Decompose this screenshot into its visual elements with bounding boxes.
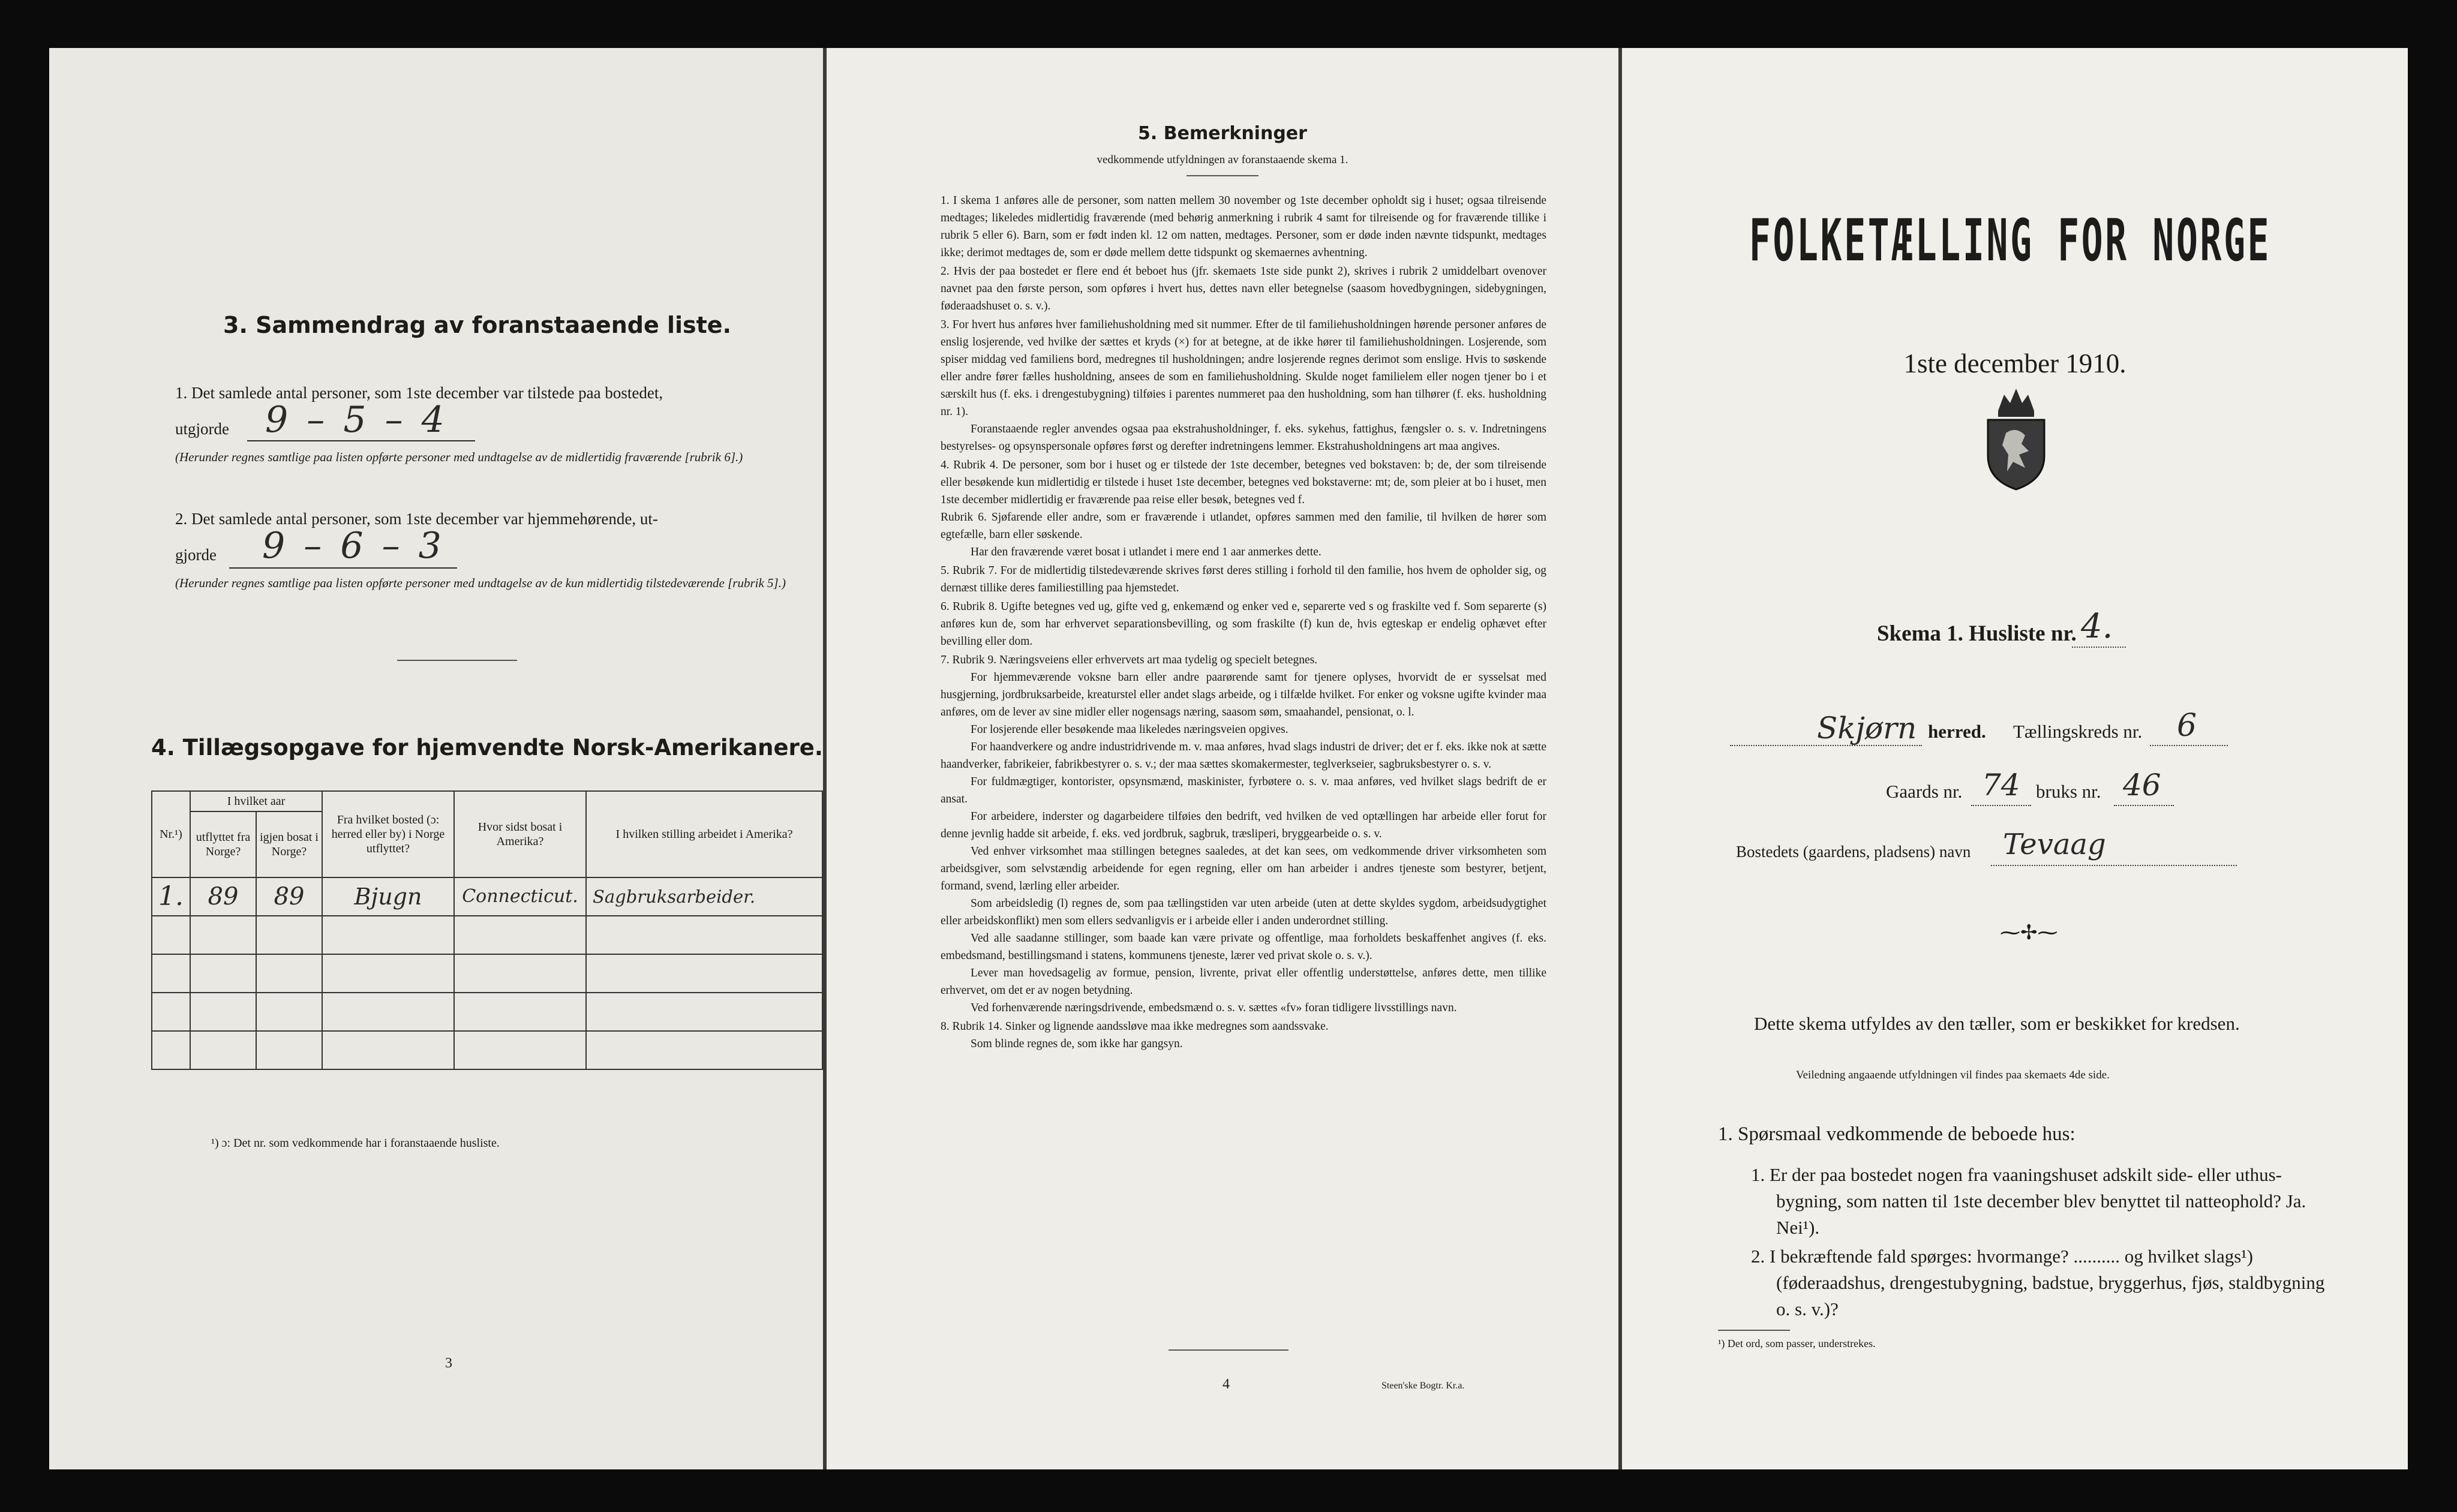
summary-item-1-value: 9 – 5 – 4 [265,399,448,441]
bottom-rule [1169,1349,1288,1351]
remark-7i: Ved alle saadanne stillinger, som baade kan være private og offentlige, maa forholdets beskaffenhet angives (f. eks. embedsmand, bestillingsmand i statens, kommunens tjeneste, lærer ved privat skole o. s. v.). [941,932,1546,962]
gaards-line [1971,805,2031,806]
page-1-footnote: ¹) Det ord, som passer, understrekes. [1718,1337,1876,1349]
gaards-label: Gaards nr. [1886,781,1963,802]
cell-emigrated: 89 [190,877,256,916]
separator [397,660,517,661]
bosted-label: Bostedets (gaardens, pladsens) navn [1736,843,1971,861]
bruks-value: 46 [2123,768,2161,802]
section-5-subtitle: vedkommende utfyldningen av foranstaaende skema 1. [1097,154,1348,166]
section-4-title: 4. Tillægsopgave for hjemvendte Norsk-Amerikanere. [151,735,823,760]
remark-7b: For hjemmeværende voksne barn eller andre paarørende samt for tjenere oplyses, hvorvidt de er sysselsat med husgjerning, jordbruksarbeide, kreaturstel eller andet slags arbeide, og i tilfælde hvilket. For enker og voksne ugifte kvinder maa anføres, om de lever av sine midler eller nogensags næring, saasom søm, smaahandel, pensionat, o. l. [941,671,1546,719]
summary-item-2-line [229,567,457,569]
main-title: FOLKETÆLLING FOR NORGE [1749,207,2272,274]
remark-2: 2. Hvis der paa bostedet er flere end ét beboet hus (jfr. skemaets 1ste side punkt 2), skrives i rubrik 2 umiddelbart ovenover navnet paa den første person, som opføres i hvert hus, dettes navn eller betegnelse (saasom hovedbygningen, sidebygningen, føderaadshuset o. s. v.). [941,265,1546,312]
page-4 [827,48,1618,1469]
remark-3b: Foranstaaende regler anvendes ogsaa paa ekstrahusholdninger, f. eks. sykehus, fattighus, fængsler o. s. v. Indretningens bestyrelses- og opsynspersonale opføres først og derefter indretningens lemmer. Ekstrahusholdningens art maa angives. [941,423,1546,453]
bruks-line [2114,805,2174,806]
kreds-value: 6 [2177,708,2197,744]
table-row [152,1031,822,1069]
section-3-title: 3. Sammendrag av foranstaaende liste. [223,312,732,338]
guidance-text: Veiledning angaaende utfyldningen vil findes paa skemaets 4de side. [1796,1069,2110,1081]
subtitle-rule [1187,175,1258,176]
census-date: 1ste december 1910. [1903,348,2126,378]
schema-label: Skema 1. Husliste nr. [1877,621,2077,646]
kreds-label: Tællingskreds nr. [2013,721,2143,742]
section-5-title: 5. Bemerkninger [1138,123,1307,144]
remark-3: 3. For hvert hus anføres hver familiehusholdning med sit nummer. Efter de til familiehusholdningen hørende personer anføres de enslig losjerende, ved hvilke der sættes et kryds (×) for at betegne, at de ikke hører til familiehusholdningen. Losjerende, som spiser middag ved familiens bord, medregnes til husholdningen; andre losjerende regnes derimot som enslige. Hvis to søskende eller andre fører fælles husholdning, ansees de som en familiehusholdning. Skulde noget familielem eller nogen tjener bo i et særskilt hus (f. eks. i drengestubygning) tilføies i parentes nummeret paa den husholdning, som han tilhører (f. eks. husholdning nr. 1). [941,318,1546,418]
herred-label: herred. [1928,721,1986,742]
remark-7: 7. Rubrik 9. Næringsveiens eller erhvervets art maa tydelig og specielt betegnes. [941,654,1318,666]
ornament: ⁓✢⁓ [2000,922,2058,944]
table-row [152,993,822,1031]
remark-7e: For fuldmægtiger, kontorister, opsynsmænd, maskinister, fyrbøtere o. s. v. maa anføres, ved hvilket slags bedrift de er ansat. [941,775,1546,805]
col-header-last-residence: Hvor sidst bosat i Amerika? [454,791,586,877]
husliste-nr-line [2072,647,2126,648]
col-header-from: Fra hvilket bosted (ɔ: herred eller by) i Norge utflyttet? [322,791,454,877]
coat-of-arms-emblem [1971,384,2061,492]
bosted-value: Tevaag [2003,828,2106,861]
cell-position: Sagbruksarbeider. [586,877,822,916]
footnote-rule [1718,1330,1790,1331]
remark-5: 5. Rubrik 7. For de midlertidig tilstedeværende skrives først deres stilling i forhold til den familie, hos hvem de opholder sig, og dernæst tillike deres familiestilling paa hjemstedet. [941,564,1546,594]
bosted-line [1991,865,2237,866]
remark-8b: Som blinde regnes de, som ikke har gangsyn. [971,1038,1183,1050]
table-row [152,916,822,954]
page-number-3: 3 [445,1355,452,1371]
remark-1: 1. I skema 1 anføres alle de personer, som natten mellem 30 november og 1ste december opholdt sig i huset; ogsaa tilreisende medtages; likeledes midlertidig fraværende (med behørig anmerkning i rubrik 4 samt for tilreisende og for fraværende tillike i rubrik 5 eller 6). Barn, som er født inden kl. 12 om natten, medtages. Personer, som er døde inden nævnte tidspunkt, medtages ikke; derimot medtages de, som er døde mellem dette tidspunkt og skemaernes avhentning. [941,194,1546,259]
question-1-2: 2. I bekræftende fald spørges: hvormange? .......... og hvilket slags¹) (føderaadshus, drengestubygning, badstue, bryggerhus, fjøs, staldbygning o. s. v.)? [1751,1246,2325,1319]
col-header-nr: Nr.¹) [152,791,190,877]
remark-7k: Ved forhenværende næringsdrivende, embedsmænd o. s. v. sættes «fv» foran tidligere livsstillings navn. [971,1002,1457,1014]
remark-4: 4. Rubrik 4. De personer, som bor i huset og er tilstede der 1ste december, betegnes ved bokstaven: b; de, der som tilreisende eller besøkende kun midlertidig er tilstede i huset 1ste december, betegnes ved bokstaverne: mt; de, som pleier at bo i huset, men 1ste december midlertidig er fraværende paa reise eller besøk, betegnes ved f. [941,459,1546,506]
page-3 [49,48,823,1469]
summary-item-2-label: gjorde [175,546,217,564]
herred-value: Skjørn [1817,711,1917,746]
norsk-amerikanere-table [151,790,823,1070]
remark-7j: Lever man hovedsagelig av formue, pension, livrente, privat eller offentlig understøttelse, anføres dette, men tillike erhvervet, om det er av nogen betydning. [941,967,1546,997]
remark-4c: Har den fraværende været bosat i utlandet i mere end 1 aar anmerkes dette. [971,546,1321,558]
cell-from-place: Bjugn [322,877,454,916]
summary-item-2-note: (Herunder regnes samtlige paa listen opførte personer med undtagelse av de kun midlertidig tilstedeværende [rubrik 5].) [175,576,786,590]
cell-returned: 89 [256,877,322,916]
remark-7f: For arbeidere, inderster og dagarbeidere tilføies den bedrift, ved hvilken de ved optællingen har arbeide eller forut for denne jevnlig hadde sit arbeide, f. eks. ved jordbruk, sagbruk, træsliperi, bryggearbeide o. s. v. [941,810,1546,840]
remark-6: 6. Rubrik 8. Ugifte betegnes ved ug, gifte ved g, enkemænd og enker ved e, separerte ved s og fraskilte ved f. Som separerte (s) anføres kun de, som har erhvervet separationsbevilling, og som fraskilte (f) kun de, hvis egteskap er endelig ophævet efter bevilling eller dom. [941,600,1546,648]
question-1-1: 1. Er der paa bostedet nogen fra vaaningshuset adskilt side- eller uthus-bygning, som natten til 1ste december blev benyttet til natteophold? Ja. Nei¹). [1751,1164,2306,1238]
summary-item-2-value: 9 – 6 – 3 [262,525,445,567]
summary-item-1-note: (Herunder regnes samtlige paa listen opførte personer med undtagelse av de midlertidig fraværende [rubrik 6].) [175,450,743,464]
col-header-returned: igjen bosat i Norge? [256,811,322,877]
gaards-value: 74 [1982,768,2020,802]
table-row [152,954,822,993]
remarks-text [941,192,1546,1053]
page-1 [1622,48,2408,1469]
remark-4b: Rubrik 6. Sjøfarende eller andre, som er fraværende i utlandet, opføres sammen med den familie, til hvilken de hører som egtefælle, barn eller søskende. [941,511,1546,541]
remark-7c: For losjerende eller besøkende maa likeledes næringsveien opgives. [971,723,1288,736]
table-footnote: ¹) ɔ: Det nr. som vedkommende har i foranstaaende husliste. [211,1137,500,1150]
remark-7g: Ved enhver virksomhet maa stillingen betegnes saaledes, at det kan sees, om vedkommende driver virksomheten som arbeidsgiver, som selvstændig arbeidende for egen regning, eller om han arbeider i andres tjeneste som bestyrer, betjent, formand, svend, lærling eller arbeider. [941,845,1546,892]
remark-8: 8. Rubrik 14. Sinker og lignende aandssløve maa ikke medregnes som aandssvake. [941,1020,1329,1033]
table-row [152,877,822,916]
kreds-line [2150,745,2228,746]
husliste-nr-value: 4. [2081,607,2113,646]
remark-7d: For haandverkere og andre industridrivende m. v. maa anføres, hvad slags industri de driver; det er f. eks. ikke nok at sætte haandverker, fabrikeier, fabrikbestyrer o. s. v.; der maa sættes skomakermester, teglverkseier, sagbruksbestyrer o. s. v. [941,741,1546,771]
col-header-year: I hvilket aar [190,791,322,811]
printer-imprint: Steen'ske Bogtr. Kr.a. [1381,1381,1465,1391]
page-number-4: 4 [1223,1376,1230,1392]
remark-7h: Som arbeidsledig (l) regnes de, som paa tællingstiden var uten arbeide (uten at dette skyldes sygdom, arbeidsudygtighet eller arbeidskonflikt) men som ellers sedvanligvis er i arbeide eller i anden underordnet stilling. [941,897,1546,927]
instruction-text: Dette skema utfyldes av den tæller, som er beskikket for kredsen. [1754,1013,2240,1034]
summary-item-1-label: utgjorde [175,420,229,438]
col-header-position: I hvilken stilling arbeidet i Amerika? [586,791,822,877]
cell-last-residence: Connecticut. [454,877,586,916]
cell-nr: 1. [152,877,190,916]
question-1-title: 1. Spørsmaal vedkommende de beboede hus: [1718,1123,2075,1145]
summary-item-1-text: 1. Det samlede antal personer, som 1ste december var tilstede paa bostedet, [175,384,663,402]
col-header-emigrated: utflyttet fra Norge? [190,811,256,877]
summary-item-2-text: 2. Det samlede antal personer, som 1ste december var hjemmehørende, ut- [175,510,658,528]
bruks-label: bruks nr. [2036,781,2101,802]
